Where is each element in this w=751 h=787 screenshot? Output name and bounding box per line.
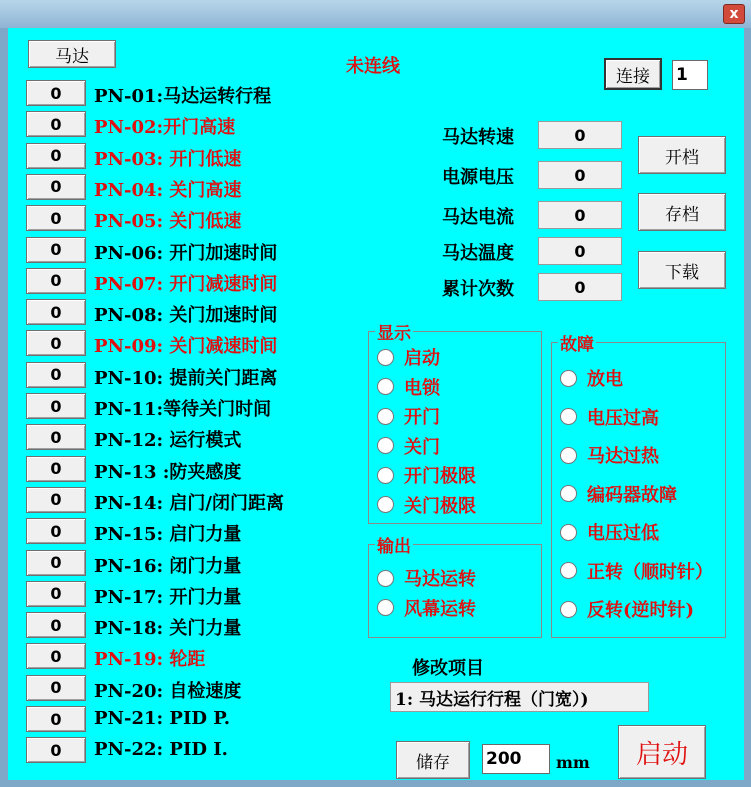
radio-label: 放电 (587, 369, 623, 390)
output-group-option[interactable] (377, 595, 476, 621)
radio-icon[interactable] (377, 467, 394, 484)
param-value-button[interactable]: 0 (26, 518, 86, 544)
radio-icon[interactable] (377, 437, 394, 454)
param-value-button[interactable]: 0 (26, 174, 86, 200)
connect-button[interactable]: 连接 (604, 58, 662, 90)
readout-label: 累计次数 (442, 279, 514, 300)
radio-icon[interactable] (560, 447, 577, 464)
radio-icon[interactable] (377, 408, 394, 425)
title-bar (0, 0, 751, 28)
param-value-button[interactable]: 0 (26, 424, 86, 450)
radio-label: 关门 (404, 436, 440, 458)
radio-icon[interactable] (377, 599, 394, 616)
unit-label: mm (556, 753, 590, 772)
display-group-option[interactable] (377, 433, 440, 459)
output-group (368, 537, 542, 638)
readout-value: 0 (538, 273, 622, 301)
start-button[interactable]: 启动 (618, 725, 706, 779)
radio-icon[interactable] (560, 485, 577, 502)
radio-label: 马达运转 (404, 569, 476, 590)
param-value-button[interactable]: 0 (26, 643, 86, 669)
radio-icon[interactable] (560, 524, 577, 541)
download-button[interactable]: 下载 (638, 251, 726, 289)
radio-icon[interactable] (377, 496, 394, 513)
fault-group-option[interactable] (560, 442, 659, 468)
param-label: PN-20: 自检速度 (94, 680, 242, 702)
fault-group-title: 故障 (558, 330, 596, 355)
radio-label: 电锁 (404, 377, 440, 399)
param-value-button[interactable]: 0 (26, 675, 86, 701)
param-value-button[interactable]: 0 (26, 706, 86, 732)
radio-label: 风幕运转 (404, 598, 476, 620)
param-value-button[interactable]: 0 (26, 111, 86, 137)
display-group-option[interactable] (377, 462, 476, 488)
param-label: PN-12: 运行模式 (94, 430, 242, 452)
param-value-button[interactable]: 0 (26, 581, 86, 607)
radio-icon[interactable] (377, 378, 394, 395)
param-label: PN-02:开门高速 (94, 117, 236, 139)
param-label: PN-17: 开门力量 (94, 586, 242, 608)
param-label: PN-14: 启门/闭门距离 (94, 492, 284, 514)
param-label: PN-11:等待关门时间 (94, 399, 272, 420)
display-group-option[interactable] (377, 374, 440, 400)
radio-icon[interactable] (560, 562, 577, 579)
param-value-button[interactable]: 0 (26, 268, 86, 294)
connect-port-input[interactable]: 1 (672, 60, 708, 90)
param-label: PN-13 :防夹感度 (94, 461, 242, 483)
radio-label: 电压过低 (587, 523, 659, 544)
radio-label: 编码器故障 (587, 484, 677, 506)
output-group-title: 输出 (375, 532, 413, 557)
display-group-option[interactable] (377, 403, 440, 429)
motor-button[interactable]: 马达 (28, 40, 116, 68)
param-label: PN-07: 开门减速时间 (94, 273, 278, 295)
param-label: PN-19: 轮距 (94, 649, 206, 671)
param-label: PN-10: 提前关门距离 (94, 367, 278, 389)
display-group-title: 显示 (375, 319, 413, 344)
param-label: PN-09: 关门减速时间 (94, 336, 278, 358)
radio-label: 开门 (404, 407, 440, 428)
radio-label: 马达过热 (587, 446, 659, 467)
param-value-button[interactable]: 0 (26, 456, 86, 482)
param-label: PN-22: PID I. (94, 739, 228, 761)
radio-label: 反转(逆时针) (587, 600, 695, 621)
radio-icon[interactable] (560, 601, 577, 618)
radio-label: 关门极限 (404, 495, 476, 517)
main-panel (8, 28, 744, 780)
fault-group (551, 335, 726, 638)
modify-item-label: 修改项目 (412, 658, 484, 679)
param-value-button[interactable]: 0 (26, 143, 86, 169)
radio-icon[interactable] (377, 570, 394, 587)
display-group-option[interactable] (377, 492, 476, 518)
param-value-button[interactable]: 0 (26, 550, 86, 576)
readout-label: 马达温度 (442, 243, 514, 264)
fault-group-option[interactable] (560, 404, 659, 430)
fault-group-option[interactable] (560, 519, 659, 545)
fault-group-option[interactable] (560, 481, 677, 507)
store-button[interactable]: 储存 (396, 741, 470, 779)
param-label: PN-16: 闭门力量 (94, 555, 242, 577)
param-value-button[interactable]: 0 (26, 362, 86, 388)
param-value-button[interactable]: 0 (26, 80, 86, 106)
param-label: PN-04: 关门高速 (94, 179, 242, 201)
modify-item-value: 1: 马达运行行程（门宽）) (390, 682, 649, 712)
readout-label: 电源电压 (442, 167, 514, 188)
param-value-button[interactable]: 0 (26, 299, 86, 325)
fault-group-option[interactable] (560, 558, 713, 584)
fault-group-option[interactable] (560, 596, 694, 622)
param-label: PN-21: PID P. (94, 708, 231, 729)
radio-label: 开门极限 (404, 466, 476, 487)
radio-label: 正转（顺时针） (587, 561, 713, 583)
radio-label: 启动 (404, 348, 440, 369)
open-file-button[interactable]: 开档 (638, 136, 726, 174)
readout-value: 0 (538, 201, 622, 229)
display-group-option[interactable] (377, 344, 440, 370)
param-label: PN-18: 关门力量 (94, 618, 242, 640)
save-file-button[interactable]: 存档 (638, 193, 726, 231)
param-value-button[interactable]: 0 (26, 205, 86, 231)
param-value-button[interactable]: 0 (26, 393, 86, 419)
readout-label: 马达电流 (442, 207, 514, 228)
param-value-button[interactable]: 0 (26, 237, 86, 263)
readout-value: 0 (538, 237, 622, 265)
param-label: PN-06: 开门加速时间 (94, 242, 278, 264)
param-value-button[interactable]: 0 (26, 737, 86, 763)
readout-label: 马达转速 (442, 127, 514, 148)
radio-icon[interactable] (560, 370, 577, 387)
param-value-button[interactable]: 0 (26, 330, 86, 356)
connection-status: 未连线 (346, 56, 400, 77)
display-group (368, 324, 542, 524)
radio-label: 电压过高 (587, 407, 659, 429)
param-label: PN-15: 启门力量 (94, 524, 242, 546)
width-input[interactable]: 200 (482, 744, 550, 774)
radio-icon[interactable] (377, 349, 394, 366)
param-label: PN-05: 关门低速 (94, 211, 242, 233)
output-group-option[interactable] (377, 565, 476, 591)
param-label: PN-01:马达运转行程 (94, 86, 272, 107)
radio-icon[interactable] (560, 408, 577, 425)
fault-group-option[interactable] (560, 365, 623, 391)
close-icon[interactable]: x (723, 4, 745, 24)
param-value-button[interactable]: 0 (26, 612, 86, 638)
param-label: PN-03: 开门低速 (94, 148, 242, 170)
readout-value: 0 (538, 121, 622, 149)
param-value-button[interactable]: 0 (26, 487, 86, 513)
readout-value: 0 (538, 161, 622, 189)
param-label: PN-08: 关门加速时间 (94, 305, 278, 327)
